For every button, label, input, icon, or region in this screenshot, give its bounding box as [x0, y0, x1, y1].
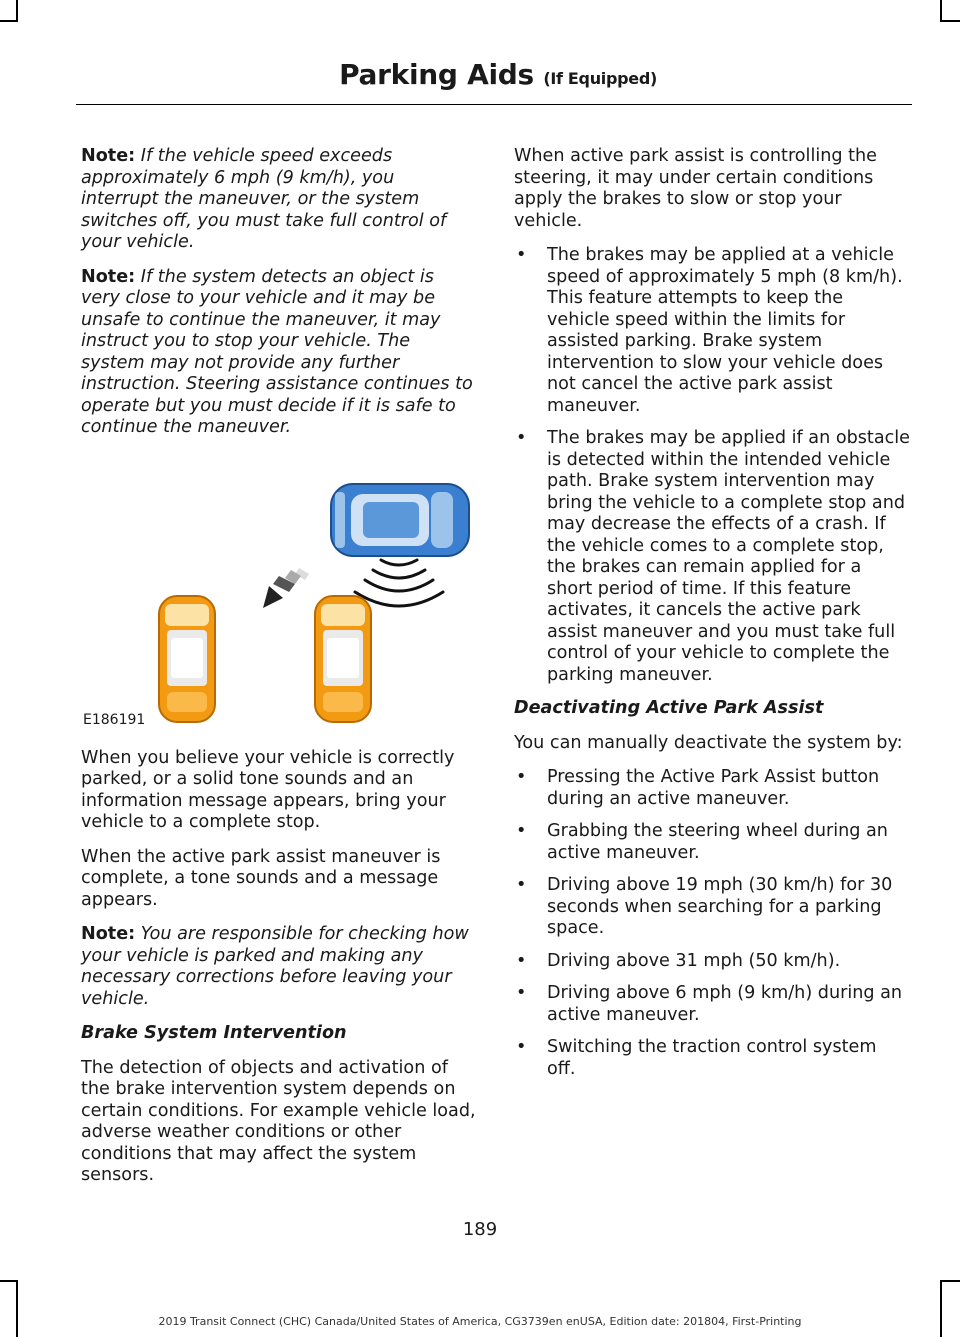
parking-diagram — [81, 452, 477, 732]
list-item: • Pressing the Active Park Assist button during an active maneuver. — [514, 767, 910, 810]
body-paragraph: When active park assist is controlling the steering, it may under certain conditions apply the brakes to slow or stop your vehicle. — [514, 146, 877, 231]
note-paragraph — [81, 924, 477, 1010]
section-heading: Deactivating Active Park Assist — [514, 698, 824, 718]
crop-mark — [16, 1280, 18, 1337]
body-paragraph: When you believe your vehicle is correctly parked, or a solid tone sounds and an information message appears, bring your vehicle to a complete stop. — [81, 747, 455, 832]
note-text: You are responsible for checking how your vehicle is parked and making any necessary corrections before leaving your vehicle. — [81, 924, 469, 1009]
sensor-waves-icon — [355, 560, 443, 606]
section-heading: Brake System Intervention — [81, 1023, 347, 1043]
body-paragraph: The detection of objects and activation of the brake intervention system depends on certain conditions. For example vehicle load, adverse weather conditions or other conditions that may affect the system sensors. — [81, 1057, 476, 1185]
parked-car-right — [315, 596, 371, 722]
crop-mark — [0, 1280, 18, 1282]
list-item: • The brakes may be applied if an obstacle is detected within the intended vehicle path. Brake system intervention may bring the vehicle to a complete stop and may decrease the effects of a crash. If the vehicle comes to a complete stop, the brakes can remain applied for a short period of time. If this feature activates, it cancels the active park assist maneuver and you must take full control of your vehicle to complete the parking maneuver. — [514, 428, 910, 686]
figure-id: E186191 — [83, 711, 146, 728]
crop-mark — [0, 20, 18, 22]
page-number: 189 — [462, 1219, 498, 1240]
list-item: • Grabbing the steering wheel during an active maneuver. — [514, 821, 910, 864]
note-paragraph — [81, 146, 477, 254]
crop-mark — [940, 20, 960, 22]
list-item: • Switching the traction control system off. — [514, 1037, 910, 1080]
page-header — [339, 58, 657, 91]
page-title: Parking Aids — [339, 58, 534, 91]
body-paragraph: You can manually deactivate the system by: — [514, 732, 903, 753]
note-text: If the system detects an object is very close to your vehicle and it may be unsafe to continue the maneuver, it may instruct you to stop your vehicle. The system may not provide any further instruction. Steering assistance continues to operate but you must decide if it is safe to continue the maneuver. — [81, 266, 473, 437]
body-paragraph: When the active park assist maneuver is complete, a tone sounds and a message appears. — [81, 846, 441, 910]
parking-illustration — [81, 452, 477, 732]
own-vehicle — [331, 484, 469, 556]
list-item: • The brakes may be applied at a vehicle speed of approximately 5 mph (8 km/h). This feature attempts to keep the vehicle speed within the limits for assisted parking. Brake system intervention to slow your vehicle does not cancel the active park assist maneuver. — [514, 245, 910, 417]
left-column — [81, 146, 477, 1200]
note-text: If the vehicle speed exceeds approximately 6 mph (9 km/h), you interrupt the maneuver, or the system switches off, you must take full control of your vehicle. — [81, 146, 447, 252]
note-label: Note: — [81, 924, 136, 944]
header-divider — [76, 104, 912, 105]
bullet-list — [514, 245, 910, 686]
crop-mark — [940, 0, 942, 22]
list-item: • Driving above 19 mph (30 km/h) for 30 seconds when searching for a parking space. — [514, 875, 910, 940]
footer-text: 2019 Transit Connect (CHC) Canada/United States of America, CG3739en enUSA, Edition date: 201804, First-Printing — [158, 1315, 802, 1328]
note-label: Note: — [81, 146, 136, 166]
parked-car-left — [159, 596, 215, 722]
page-subtitle: (If Equipped) — [543, 69, 657, 88]
right-column — [514, 146, 910, 1092]
note-label: Note: — [81, 266, 136, 287]
bullet-list — [514, 767, 910, 1080]
direction-arrow-icon — [263, 568, 309, 608]
note-paragraph — [81, 267, 477, 439]
crop-mark — [940, 1280, 960, 1282]
crop-mark — [940, 1280, 942, 1337]
list-item: • Driving above 6 mph (9 km/h) during an active maneuver. — [514, 983, 910, 1026]
list-item: • Driving above 31 mph (50 km/h). — [514, 951, 910, 973]
crop-mark — [16, 0, 18, 22]
